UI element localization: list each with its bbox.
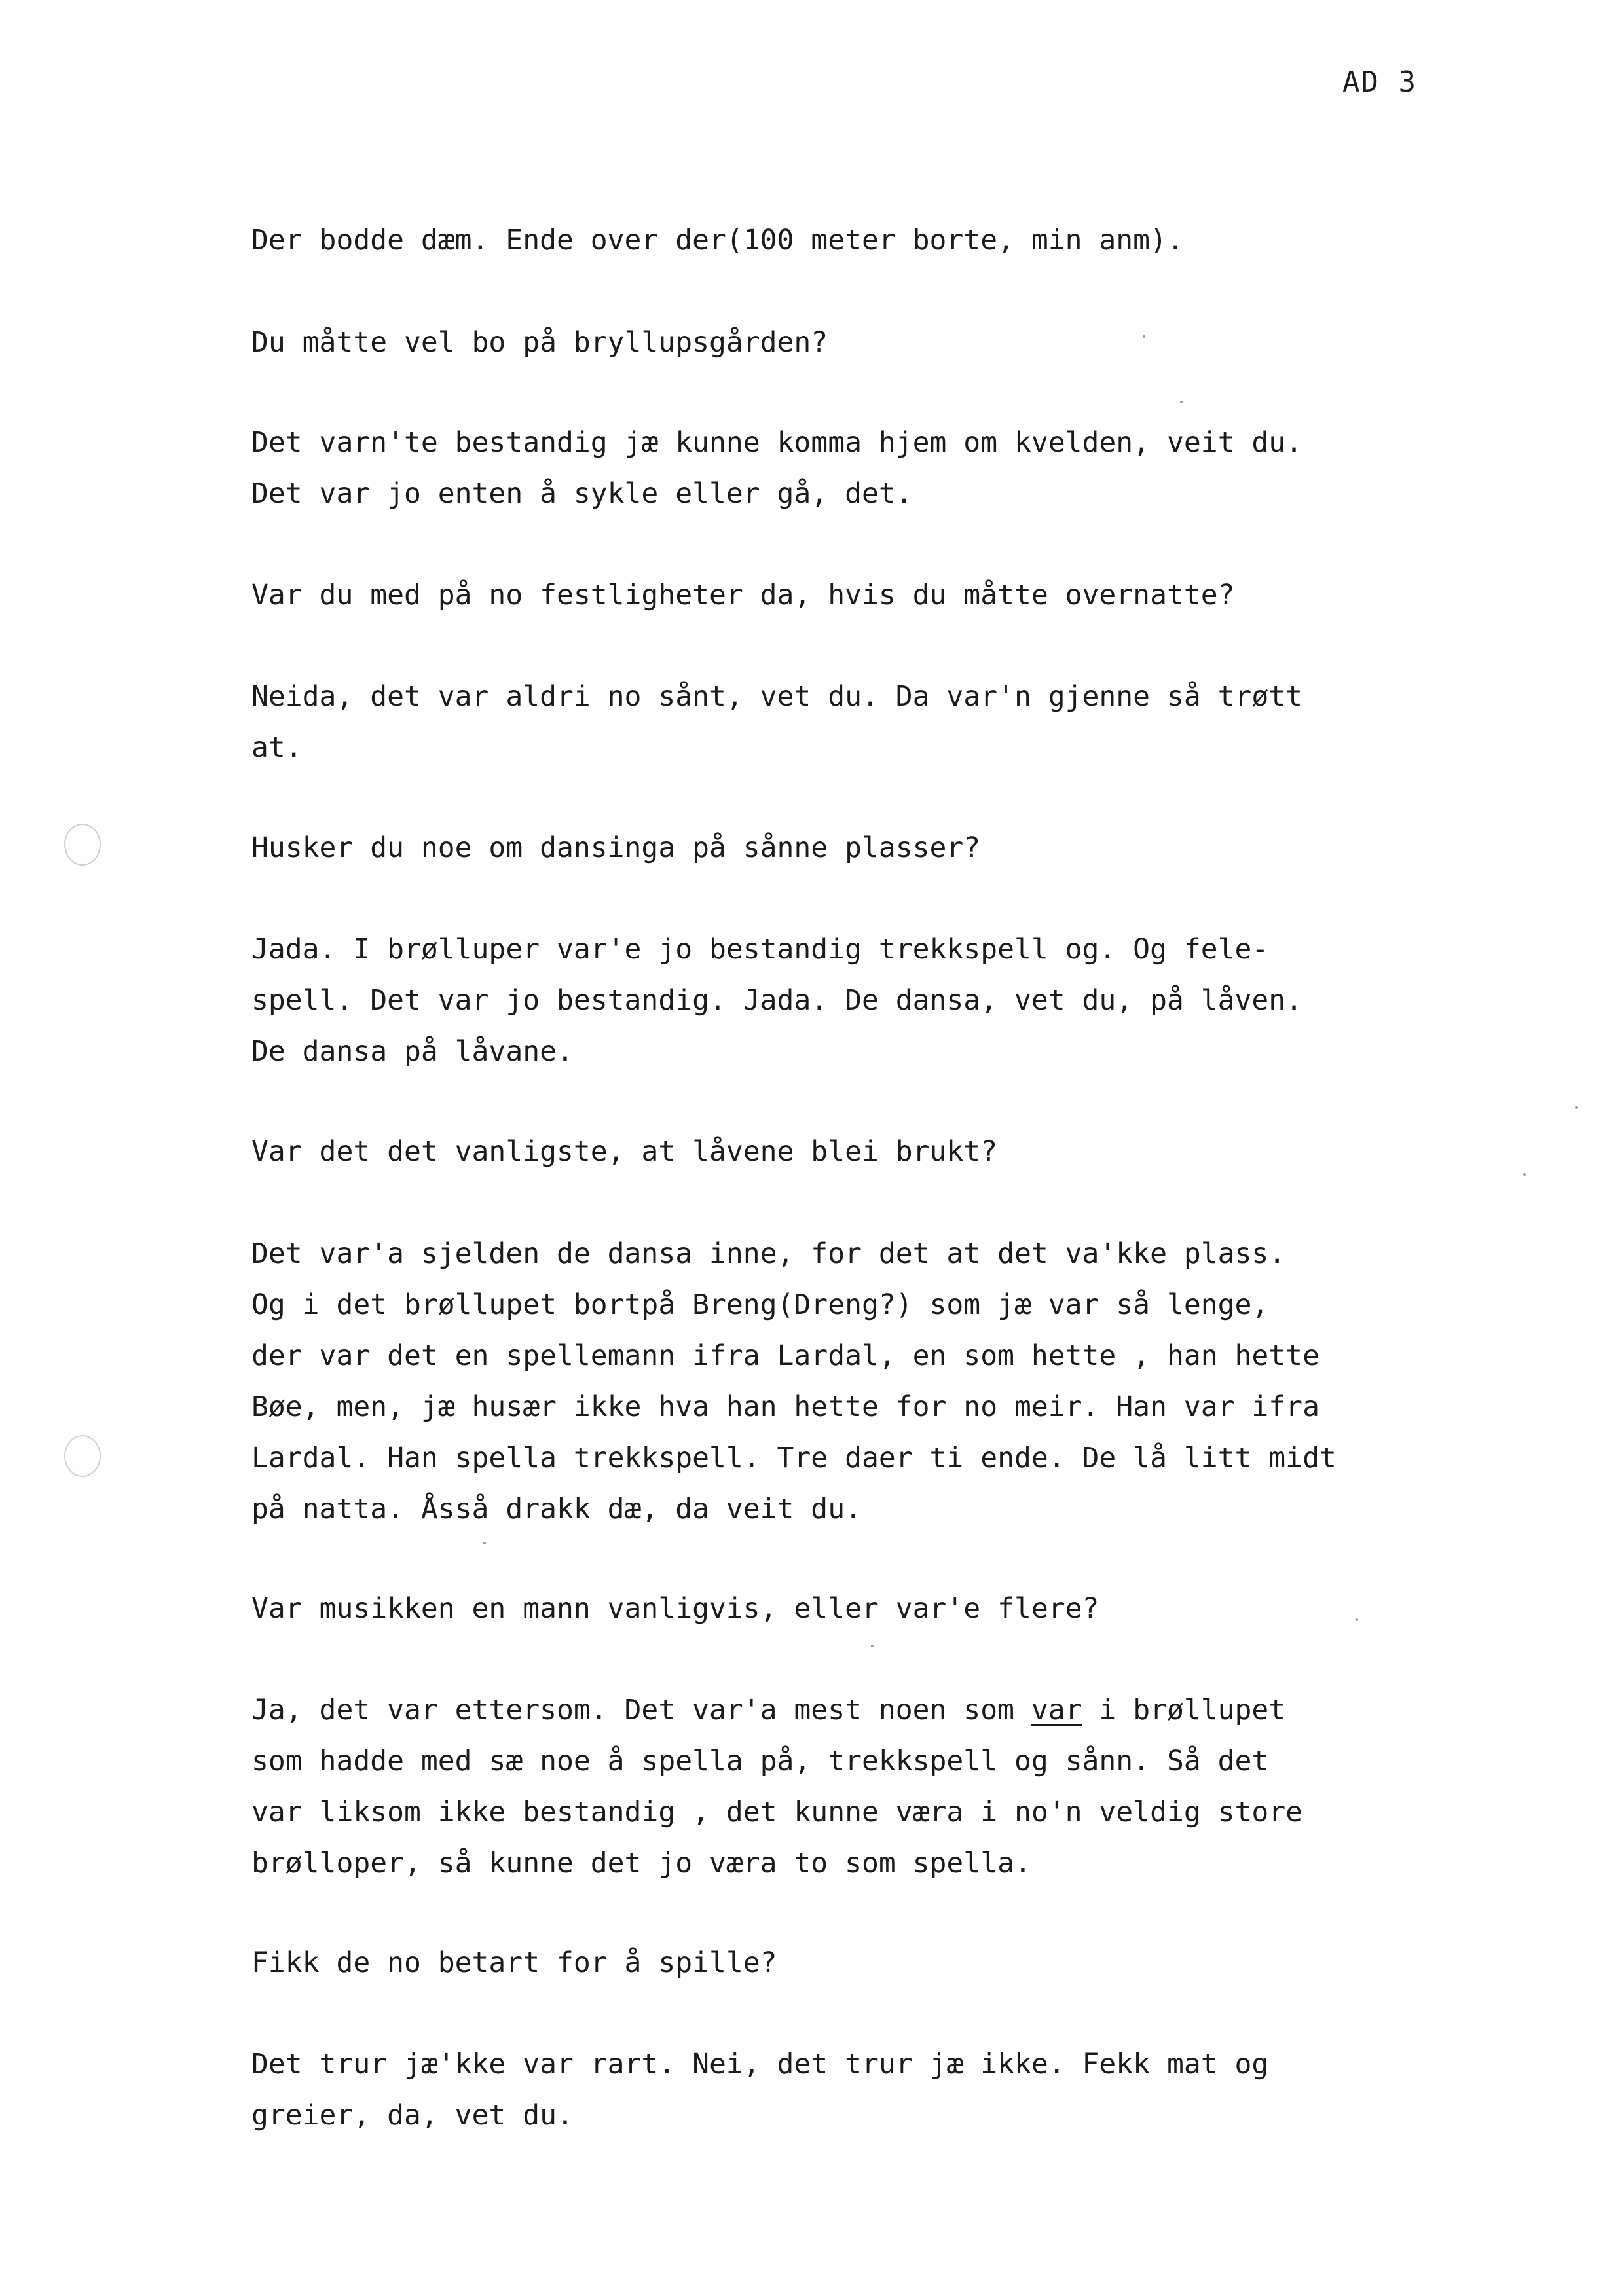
- paragraph-question: [251, 822, 1581, 873]
- text-line: Var musikken en mann vanligvis, eller var'e flere?: [251, 1592, 1099, 1625]
- page-number: AD 3: [1342, 65, 1417, 99]
- paragraph-answer: [251, 2039, 1581, 2141]
- paragraph-question: [251, 1937, 1581, 1988]
- text-line: Det trur jæ'kke var rart. Nei, det trur jæ ikke. Fekk mat og: [251, 2048, 1269, 2081]
- punch-hole: [64, 1435, 101, 1477]
- text-line: greier, da, vet du.: [251, 2099, 574, 2132]
- text-line: Det varn'te bestandig jæ kunne komma hjem om kvelden, veit du.: [251, 426, 1303, 459]
- text-line: Var du med på no festligheter da, hvis du måtte overnatte?: [251, 579, 1235, 611]
- text-line: Var det det vanligste, at låvene blei brukt?: [251, 1135, 998, 1168]
- scan-speck: [1356, 1618, 1358, 1621]
- text-line: spell. Det var jo bestandig. Jada. De dansa, vet du, på låven.: [251, 984, 1303, 1017]
- paragraph-question: [251, 1583, 1581, 1634]
- paragraph-question: [251, 317, 1581, 368]
- text-segment: i brøllupet: [1082, 1694, 1286, 1726]
- text-line: De dansa på låvane.: [251, 1035, 574, 1068]
- text-line: som hadde med sæ noe å spella på, trekkspell og sånn. Så det: [251, 1745, 1269, 1777]
- text-line: Og i det brøllupet bortpå Breng(Dreng?) som jæ var så lenge,: [251, 1288, 1269, 1321]
- text-line: Jada. I brølluper var'e jo bestandig trekkspell og. Og fele-: [251, 933, 1269, 966]
- paragraph-question: [251, 1126, 1581, 1177]
- text-line: Husker du noe om dansinga på sånne plasser?: [251, 831, 981, 864]
- text-line: var liksom ikke bestandig , det kunne væra i no'n veldig store: [251, 1796, 1303, 1829]
- scan-speck: [1575, 1106, 1578, 1109]
- text-line: brølloper, så kunne det jo væra to som spella.: [251, 1847, 1031, 1880]
- text-line: at.: [251, 731, 303, 764]
- text-line: på natta. Åsså drakk dæ, da veit du.: [251, 1493, 862, 1525]
- text-line: Fikk de no betart for å spille?: [251, 1946, 777, 1979]
- text-line: Lardal. Han spella trekkspell. Tre daer ti ende. De lå litt midt: [251, 1442, 1337, 1474]
- punch-hole: [64, 824, 101, 866]
- paragraph-answer: [251, 1685, 1581, 1889]
- paragraph-answer: [251, 417, 1581, 519]
- text-line: Neida, det var aldri no sånt, vet du. Da var'n gjenne så trøtt: [251, 680, 1303, 713]
- scan-speck: [871, 1645, 874, 1647]
- text-line: der var det en spellemann ifra Lardal, en som hette , han hette: [251, 1339, 1320, 1372]
- text-line: Det var'a sjelden de dansa inne, for det at det va'kke plass.: [251, 1237, 1286, 1270]
- paragraph-answer: [251, 671, 1581, 773]
- text-segment: Ja, det var ettersom. Det var'a mest noen som: [251, 1694, 1031, 1726]
- paragraph-question: [251, 570, 1581, 621]
- text-line: Bøe, men, jæ husær ikke hva han hette for no meir. Han var ifra: [251, 1391, 1320, 1423]
- scan-speck: [1180, 401, 1183, 403]
- text-line: Det var jo enten å sykle eller gå, det.: [251, 477, 913, 510]
- text-line: Der bodde dæm. Ende over der(100 meter borte, min anm).: [251, 224, 1184, 257]
- paragraph-answer: [251, 1228, 1581, 1535]
- scan-speck: [483, 1542, 486, 1544]
- scan-speck: [1523, 1173, 1526, 1176]
- scan-speck: [1143, 335, 1145, 338]
- paragraph-answer: [251, 924, 1581, 1077]
- text-line: Du måtte vel bo på bryllupsgården?: [251, 326, 828, 359]
- paragraph-statement: [251, 215, 1581, 266]
- text-line: [251, 1685, 1581, 1736]
- underlined-word: var: [1031, 1694, 1082, 1726]
